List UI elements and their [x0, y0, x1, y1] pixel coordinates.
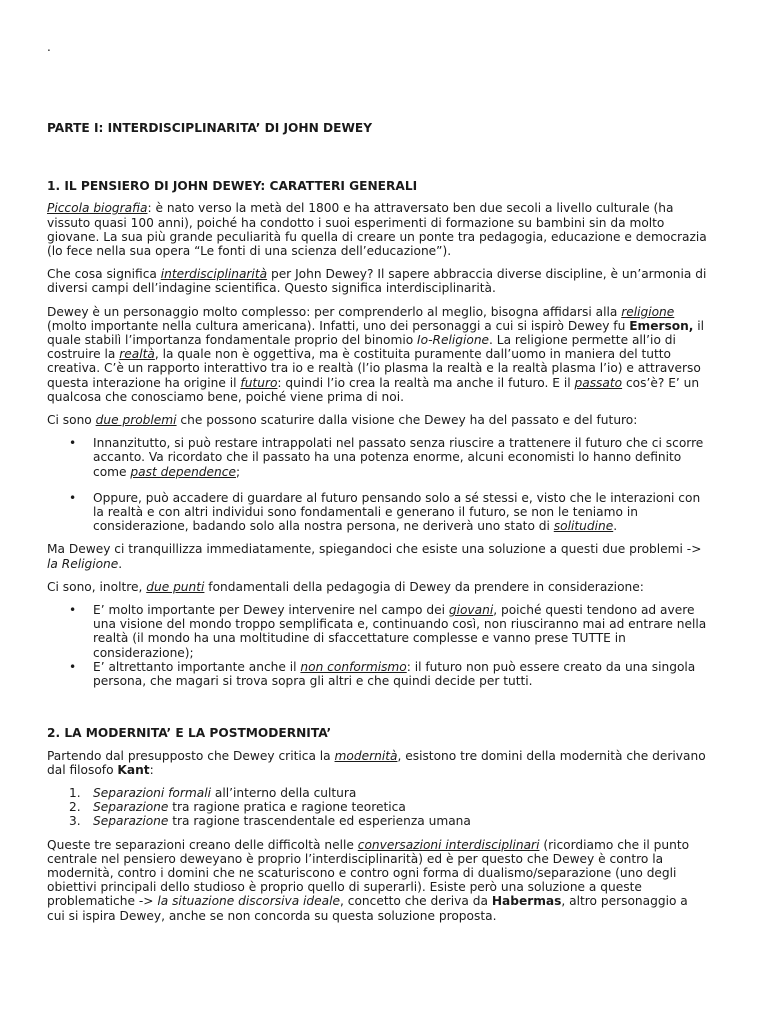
- list-number: 3.: [69, 814, 81, 829]
- list-item: [93, 436, 707, 479]
- name-habermas: Habermas: [491, 894, 562, 909]
- term-religione: religione: [621, 304, 675, 319]
- term-conversazioni-interdisciplinari: conversazioni interdisciplinari: [357, 837, 540, 852]
- list-item: [93, 660, 707, 688]
- text-run: , altro personaggio a cui si ispira Dewey, anche se non concorda su questa soluzione proposta.: [47, 894, 688, 923]
- list-item: [69, 800, 707, 815]
- term-passato: passato: [574, 375, 623, 390]
- paragraph-modernity: [47, 749, 707, 777]
- text-run: : il futuro non può essere creato da una singola persona, che magari si trova sopra gli altri e che quindi decide per tutti.: [93, 659, 696, 689]
- text-run: .: [118, 556, 123, 571]
- name-emerson: Emerson,: [629, 318, 694, 333]
- paragraph-interdisciplinarity: [47, 267, 707, 295]
- term-futuro: futuro: [240, 375, 278, 390]
- term-due-punti: due punti: [146, 579, 205, 594]
- list-term: Separazione: [93, 800, 169, 815]
- text-run: (molto importante nella cultura americana). Infatti, uno dei personaggi a cui si ispirò Dewey fu: [47, 318, 630, 333]
- separations-list: [47, 786, 707, 829]
- text-run: E’ molto importante per Dewey intervenire nel campo dei: [93, 603, 449, 618]
- term-past-dependence: past dependence: [130, 464, 236, 479]
- paragraph-two-points: [47, 580, 707, 594]
- text-run: ;: [235, 464, 241, 479]
- term-giovani: giovani: [448, 603, 494, 618]
- section-2-heading: 2. LA MODERNITA’ E LA POSTMODERNITA’: [47, 726, 332, 741]
- text-run: Innanzitutto, si può restare intrappolati nel passato senza riuscire a trattenere il futuro che ci scorre accanto. Va ricordato che il passato ha una potenza enorme, alcuni economisti lo hanno definito come: [93, 436, 704, 479]
- part-title: PARTE I: INTERDISCIPLINARITA’ DI JOHN DEWEY: [47, 121, 373, 135]
- text-run: Ci sono, inoltre,: [47, 579, 147, 594]
- text-run: Ci sono: [47, 413, 96, 428]
- list-number: 1.: [69, 785, 81, 800]
- paragraph-separations: [47, 838, 707, 923]
- stray-dot: .: [47, 40, 51, 54]
- text-run: , esistono tre domini della modernità che derivano dal filosofo: [47, 748, 706, 777]
- text-run: Ma Dewey ci tranquillizza immediatamente, spiegandoci che esiste una soluzione a questi due problemi ->: [47, 542, 702, 557]
- list-item: [93, 491, 707, 534]
- points-list: [47, 603, 707, 688]
- text-run: , concetto che deriva da: [340, 894, 492, 909]
- text-run: tra ragione pratica e ragione teoretica: [168, 800, 406, 815]
- text-run: : è nato verso la metà del 1800 e ha attraversato ben due secoli a livello culturale (ha vissuto quasi 100 anni), poiché ha condotto i suoi esperimenti di formazione su bambini sin da molto giovane. La sua più grande peculiarità fu quella di creare un ponte tra pedagogia, educazione e democrazia (lo fece nella sua opera “Le fonti di una scienza dell’educazione”).: [47, 201, 707, 259]
- text-run: per John Dewey? Il sapere abbraccia diverse discipline, è un’armonia di diversi campi dell’indagine scientifica. Questo significa interdisciplinarità.: [47, 267, 707, 296]
- term-solitudine: solitudine: [553, 519, 614, 534]
- text-run: :: [149, 762, 154, 777]
- text-run: il quale stabilì l’importanza fondamentale proprio del binomio: [47, 318, 705, 348]
- text-run: cos’è? E’ un qualcosa che conosciamo bene, poiché viene prima di noi.: [47, 375, 700, 404]
- term-interdisciplinarita: interdisciplinarità: [160, 267, 268, 282]
- text-run: Partendo dal presupposto che Dewey critica la: [47, 748, 335, 763]
- list-number: 2.: [69, 800, 81, 815]
- term-non-conformismo: non conformismo: [300, 659, 407, 674]
- list-item: [69, 785, 707, 800]
- text-run: E’ altrettanto importante anche il: [93, 659, 301, 674]
- text-run: : quindi l’io crea la realtà ma anche il futuro. E il: [277, 375, 575, 390]
- text-run: Dewey è un personaggio molto complesso: per comprenderlo al meglio, bisogna affidarsi alla: [47, 304, 622, 319]
- paragraph-solution: [47, 542, 707, 570]
- paragraph-two-problems: [47, 413, 707, 427]
- text-run: (ricordiamo che il punto centrale nel pensiero deweyano è proprio l’interdisciplinarità) ed è per questo che Dewey è contro la modernità, contro i domini che ne scaturiscono e contro ogni forma di dualismo/separazione (uno degli obiettivi principali dello studioso è proprio quello di superarli). Esiste però una soluzione a queste problematiche ->: [47, 837, 690, 909]
- term-modernita: modernità: [334, 748, 398, 763]
- text-run: tra ragione trascendentale ed esperienza umana: [168, 814, 471, 829]
- document-body: [47, 121, 707, 932]
- paragraph-biography: [47, 201, 707, 258]
- term-due-problemi: due problemi: [95, 413, 177, 428]
- list-term: Separazioni formali: [93, 785, 212, 800]
- text-run: .: [613, 519, 618, 534]
- term-la-religione: la Religione: [47, 556, 119, 571]
- section-1-heading: 1. IL PENSIERO DI JOHN DEWEY: CARATTERI GENERALI: [47, 179, 418, 194]
- text-run: Che cosa significa: [47, 267, 161, 282]
- text-run: Queste tre separazioni creano delle difficoltà nelle: [47, 837, 358, 852]
- list-term: Separazione: [93, 814, 169, 829]
- text-run: all’interno della cultura: [211, 785, 357, 800]
- problems-list: [47, 436, 707, 533]
- text-run: . La religione permette all’io di costruire la: [47, 333, 676, 362]
- text-run: , la quale non è oggettiva, ma è costituita puramente dall’uomo in maniera del tutto creativa. C’è un rapporto interattivo tra io e realtà (l’io plasma la realtà e la realtà plasma l’io) e attraverso questa interazione ha origine il: [47, 347, 701, 390]
- term-piccola-biografia: Piccola biografia: [47, 201, 148, 216]
- text-run: che possono scaturire dalla visione che Dewey ha del passato e del futuro:: [176, 413, 638, 428]
- term-situazione-discorsiva: la situazione discorsiva ideale: [157, 894, 341, 909]
- text-run: fondamentali della pedagogia di Dewey da prendere in considerazione:: [204, 579, 644, 594]
- text-run: , poiché questi tendono ad avere una visione del mondo troppo semplificata e, continuando così, non riusciranno mai ad entrare nella realtà (il mondo ha una moltitudine di sfaccettature complesse e vanno prese TUTTE in considerazione);: [93, 603, 707, 660]
- term-io-religione: Io-Religione: [417, 333, 490, 348]
- list-item: [93, 603, 707, 660]
- list-item: [69, 814, 707, 829]
- name-kant: Kant: [117, 762, 150, 777]
- paragraph-religion: [47, 305, 707, 404]
- term-realta: realtà: [119, 347, 155, 362]
- text-run: Oppure, può accadere di guardare al futuro pensando solo a sé stessi e, visto che le interazioni con la realtà e con altri individui sono fondamentali e generano il futuro, se non le teniamo in considerazione, badando solo alla nostra persona, ne deriverà uno stato di: [93, 490, 701, 534]
